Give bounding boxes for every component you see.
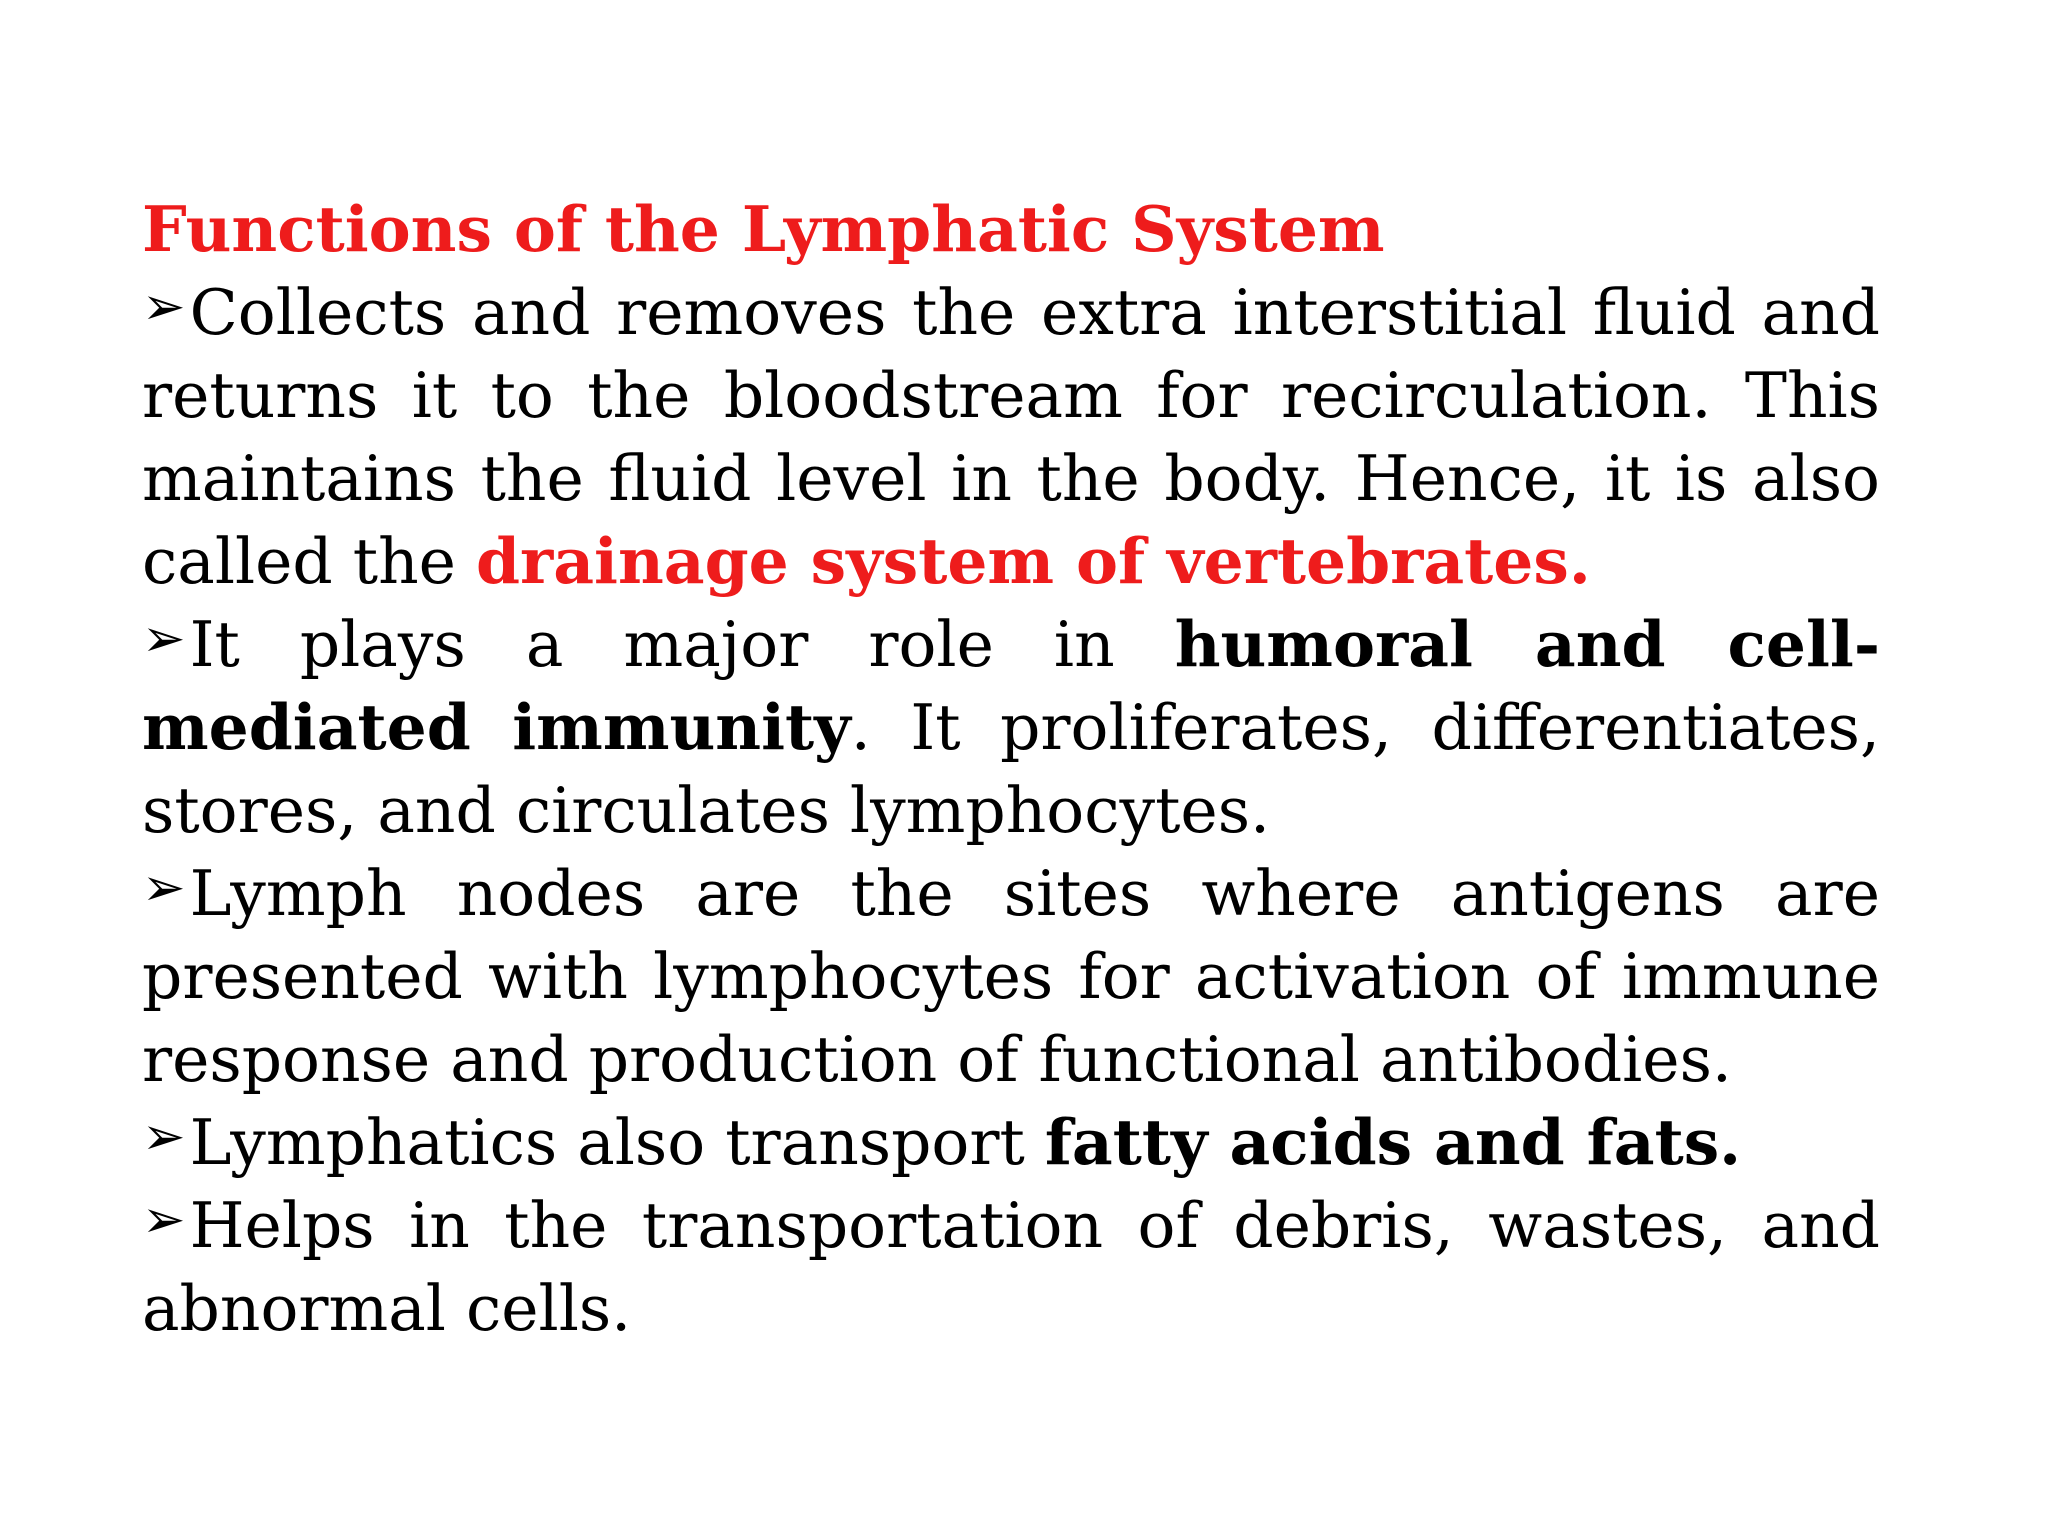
bullet-highlight: drainage system of vertebrates. xyxy=(475,524,1591,598)
arrowhead-bullet-icon: ➢ xyxy=(142,277,186,337)
bullet-text: Helps in the transportation of debris, wastes, and abnormal cells. xyxy=(142,1189,1880,1345)
bullet-point-lymph-nodes xyxy=(142,852,1880,1101)
arrowhead-bullet-icon: ➢ xyxy=(142,858,186,918)
bullet-bold-text: fatty acids and fats. xyxy=(1044,1105,1742,1179)
bullet-point-fluid-drainage xyxy=(142,271,1880,603)
bullet-point-immunity xyxy=(142,603,1880,852)
arrowhead-bullet-icon: ➢ xyxy=(142,609,186,669)
bullet-bold-text: humoral and cell-mediated immunity xyxy=(142,607,1880,764)
arrowhead-bullet-icon: ➢ xyxy=(142,1190,186,1250)
arrowhead-bullet-icon: ➢ xyxy=(142,1107,186,1167)
bullet-text: It plays a major role in xyxy=(189,608,1175,681)
slide-content xyxy=(142,188,1880,1350)
bullet-text: Lymphatics also transport xyxy=(189,1106,1045,1179)
slide-title: Functions of the Lymphatic System xyxy=(142,192,1385,266)
bullet-text: Lymph nodes are the sites where antigens are presented with lymphocytes for activation of immune response and production of functional antibodies. xyxy=(142,857,1880,1096)
bullet-text: Collects and removes the extra interstitial fluid and returns it to the bloodstream for recirculation. This maintains the fluid level in the body. Hence, it is also called the xyxy=(142,276,1880,598)
bullet-text-continued: . It proliferates, differentiates, stores, and circulates lymphocytes. xyxy=(142,691,1881,847)
bullet-point-debris-transport xyxy=(142,1184,1880,1350)
bullet-point-fat-transport xyxy=(142,1101,1880,1184)
